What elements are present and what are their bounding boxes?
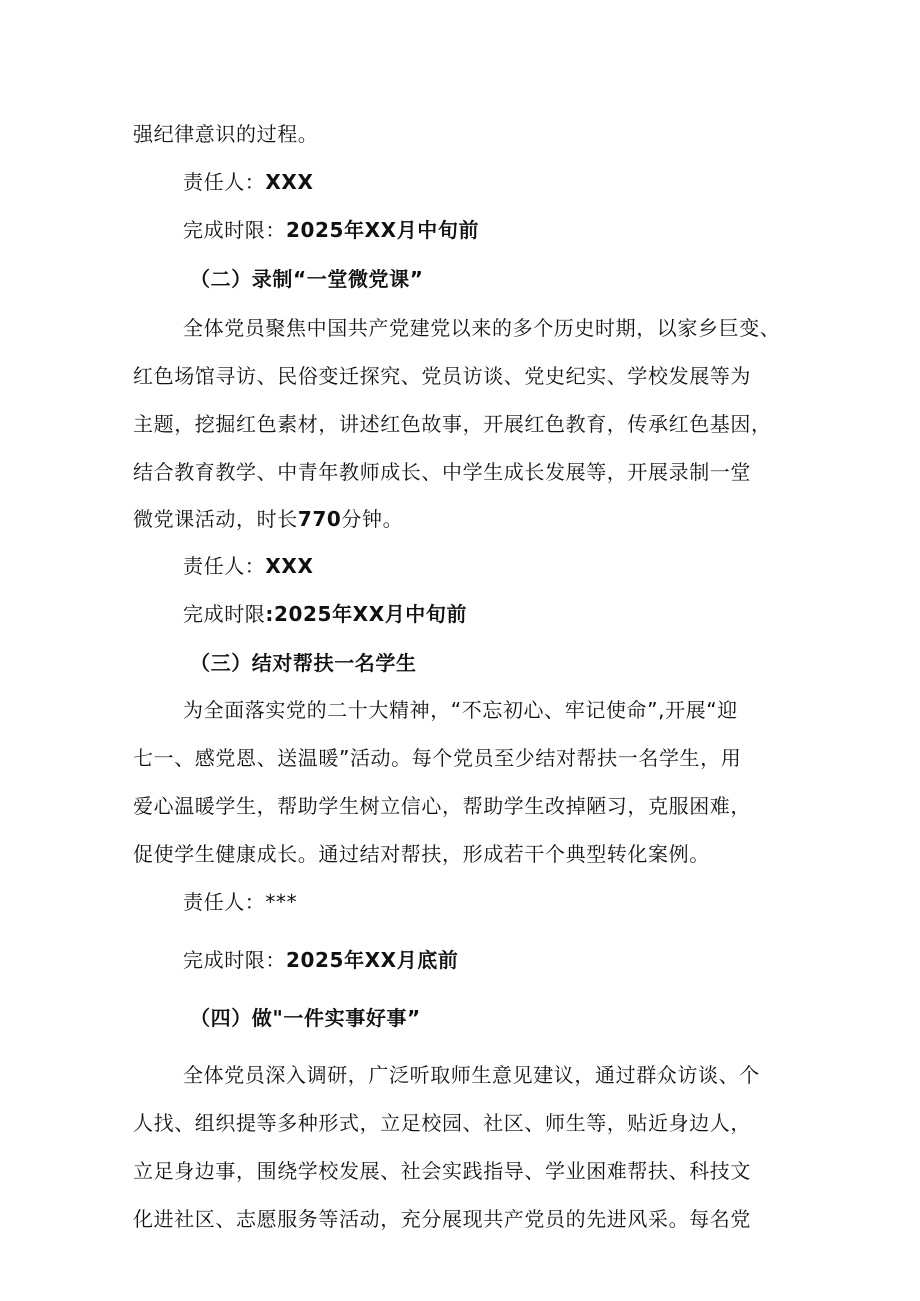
value: 2025年XX月底前 (286, 948, 459, 972)
label: 责任人： (183, 170, 266, 194)
heading-text: （二）录制“一堂微党课” (190, 267, 424, 291)
section-heading (190, 266, 424, 292)
line-text: 爱心温暖学生，帮助学生树立信心，帮助学生改掉陋习，克服困难， (133, 794, 751, 818)
paragraph-line (133, 1110, 751, 1136)
value: XXX (265, 170, 314, 194)
line-text: 七一、感党恩、送温暖”活动。每个党员至少结对帮扶一名学生，用 (133, 746, 742, 770)
paragraph-line (183, 697, 738, 723)
paragraph-line (183, 1062, 760, 1088)
line-text: 分钟。 (341, 507, 404, 531)
label: 完成时限： (183, 218, 286, 242)
label: 责任人： (183, 554, 266, 578)
line-text: 立足身边事，围绕学校发展、社会实践指导、学业困难帮扶、科技文 (133, 1159, 751, 1183)
value: :2025年XX月中旬前 (265, 602, 468, 626)
line-text: 微党课活动，时长 (133, 507, 298, 531)
heading-text: （三）结对帮扶一名学生 (190, 651, 417, 675)
paragraph-line (133, 459, 751, 485)
line-text: 为全面落实党的二十大精神，“不忘初心、牢记使命”,开展“迎 (183, 698, 738, 722)
duration-number: 770 (297, 507, 342, 531)
heading-text: （四）做"一件实事好事” (190, 1006, 421, 1030)
responsible-person-line (183, 553, 313, 579)
line-text: 化进社区、志愿服务等活动，充分展现共产党员的先进风采。每名党 (133, 1207, 751, 1231)
responsible-person-line (183, 889, 297, 915)
line-text: 促使学生健康成长。通过结对帮扶，形成若干个典型转化案例。 (133, 842, 710, 866)
paragraph-line (183, 315, 780, 341)
line-text: 强纪律意识的过程。 (133, 122, 319, 146)
paragraph-line (133, 745, 741, 771)
paragraph-line (133, 121, 318, 147)
value: XXX (265, 554, 314, 578)
paragraph-line (133, 793, 751, 819)
label: 完成时限 (183, 602, 266, 626)
paragraph-line (133, 506, 403, 532)
line-text: 全体党员聚焦中国共产党建党以来的多个历史时期，以家乡巨变、 (183, 316, 781, 340)
line-text: 人找、组织提等多种形式，立足校园、社区、师生等，贴近身边人， (133, 1111, 751, 1135)
paragraph-line (133, 363, 751, 389)
deadline-line (183, 947, 459, 973)
paragraph-line (133, 411, 772, 437)
section-heading (190, 650, 417, 676)
deadline-line (183, 601, 467, 627)
line-text: 主题，挖掘红色素材，讲述红色故事，开展红色教育，传承红色基因， (133, 412, 772, 436)
line-text: 红色场馆寻访、民俗变迁探究、党员访谈、党史纪实、学校发展等为 (133, 364, 751, 388)
line-text: 责任人：*** (183, 890, 298, 914)
section-heading (190, 1005, 421, 1031)
deadline-line (183, 217, 479, 243)
label: 完成时限： (183, 948, 286, 972)
paragraph-line (133, 841, 710, 867)
responsible-person-line (183, 169, 313, 195)
paragraph-line (133, 1158, 751, 1184)
paragraph-line (133, 1206, 751, 1232)
value: 2025年XX月中旬前 (286, 218, 480, 242)
line-text: 全体党员深入调研，广泛听取师生意见建议，通过群众访谈、个 (183, 1063, 760, 1087)
line-text: 结合教育教学、中青年教师成长、中学生成长发展等，开展录制一堂 (133, 460, 751, 484)
